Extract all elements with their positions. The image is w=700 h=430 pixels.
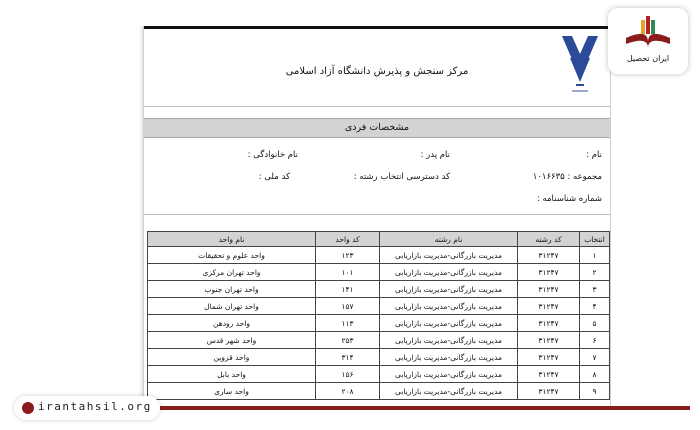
header-unit-code: کد واحد bbox=[316, 232, 380, 247]
row-major-code: ۳۱۲۴۷ bbox=[518, 315, 580, 332]
row-major-name: مدیریت بازرگانی-مدیریت بازاریابی bbox=[380, 366, 518, 383]
row-major-name: مدیریت بازرگانی-مدیریت بازاریابی bbox=[380, 298, 518, 315]
table-row bbox=[148, 298, 610, 315]
row-unit-code: ۲۰۸ bbox=[316, 383, 380, 400]
row-major-code: ۳۱۲۴۷ bbox=[518, 332, 580, 349]
row-major-code: ۳۱۲۴۷ bbox=[518, 247, 580, 264]
row-unit-name: واحد علوم و تحقیقات bbox=[148, 247, 316, 264]
first-name-label: نام : bbox=[586, 150, 602, 160]
row-unit-code: ۱۵۷ bbox=[316, 298, 380, 315]
site-url-badge[interactable] bbox=[14, 396, 160, 420]
header-unit-name: نام واحد bbox=[148, 232, 316, 247]
row-major-name: مدیریت بازرگانی-مدیریت بازاریابی bbox=[380, 349, 518, 366]
birth-certificate-label: شماره شناسنامه : bbox=[536, 194, 602, 204]
section-personal-info: مشخصات فردی bbox=[144, 118, 610, 138]
table-row bbox=[148, 383, 610, 400]
header-major-code: کد رشته bbox=[518, 232, 580, 247]
row-unit-code: ۲۵۳ bbox=[316, 332, 380, 349]
header-divider bbox=[144, 106, 610, 107]
row-unit-code: ۱۵۶ bbox=[316, 366, 380, 383]
row-major-name: مدیریت بازرگانی-مدیریت بازاریابی bbox=[380, 247, 518, 264]
book-logo-icon bbox=[608, 8, 688, 54]
table-row bbox=[148, 332, 610, 349]
report-page bbox=[143, 26, 611, 408]
row-major-code: ۳۱۲۴۷ bbox=[518, 264, 580, 281]
table-row bbox=[148, 366, 610, 383]
row-selection: ۴ bbox=[580, 298, 610, 315]
row-unit-code: ۱۱۳ bbox=[316, 315, 380, 332]
row-unit-name: واحد تهران جنوب bbox=[148, 281, 316, 298]
row-unit-name: واحد تهران شمال bbox=[148, 298, 316, 315]
row-major-code: ۳۱۲۴۷ bbox=[518, 349, 580, 366]
row-major-code: ۳۱۲۴۷ bbox=[518, 383, 580, 400]
row-unit-code: ۳۱۴ bbox=[316, 349, 380, 366]
row-selection: ۵ bbox=[580, 315, 610, 332]
last-name-label: نام خانوادگی : bbox=[247, 150, 298, 160]
brand-name: ایران تحصیل bbox=[626, 54, 670, 63]
header-selection: انتخاب bbox=[580, 232, 610, 247]
row-major-name: مدیریت بازرگانی-مدیریت بازاریابی bbox=[380, 281, 518, 298]
row-selection: ۶ bbox=[580, 332, 610, 349]
info-divider bbox=[144, 214, 610, 215]
row-selection: ۳ bbox=[580, 281, 610, 298]
row-unit-name: واحد شهر قدس bbox=[148, 332, 316, 349]
row-unit-code: ۱۰۱ bbox=[316, 264, 380, 281]
row-unit-name: واحد ساری bbox=[148, 383, 316, 400]
choices-table bbox=[147, 231, 610, 400]
row-unit-name: واحد تهران مرکزی bbox=[148, 264, 316, 281]
row-major-name: مدیریت بازرگانی-مدیریت بازاریابی bbox=[380, 315, 518, 332]
row-major-name: مدیریت بازرگانی-مدیریت بازاریابی bbox=[380, 332, 518, 349]
row-major-code: ۳۱۲۴۷ bbox=[518, 298, 580, 315]
row-selection: ۲ bbox=[580, 264, 610, 281]
row-unit-name: واحد قزوین bbox=[148, 349, 316, 366]
row-unit-code: ۱۴۱ bbox=[316, 281, 380, 298]
row-unit-name: واحد بابل bbox=[148, 366, 316, 383]
row-selection: ۱ bbox=[580, 247, 610, 264]
total-score-label: مجموعه : ۱۰۱۶۶۳۵ bbox=[532, 172, 602, 182]
table-row bbox=[148, 247, 610, 264]
row-selection: ۸ bbox=[580, 366, 610, 383]
row-major-name: مدیریت بازرگانی-مدیریت بازاریابی bbox=[380, 383, 518, 400]
table-row bbox=[148, 315, 610, 332]
row-selection: ۷ bbox=[580, 349, 610, 366]
table-row bbox=[148, 281, 610, 298]
header-major-name: نام رشته bbox=[380, 232, 518, 247]
site-url: irantahsil.org bbox=[38, 400, 152, 413]
national-id-label: کد ملی : bbox=[258, 172, 290, 182]
row-unit-code: ۱۲۳ bbox=[316, 247, 380, 264]
brand-logo bbox=[608, 8, 688, 74]
row-unit-name: واحد رودهن bbox=[148, 315, 316, 332]
row-major-name: مدیریت بازرگانی-مدیریت بازاریابی bbox=[380, 264, 518, 281]
page-top-border bbox=[144, 26, 610, 29]
father-name-label: نام پدر : bbox=[420, 150, 450, 160]
globe-icon bbox=[22, 402, 34, 414]
access-code-label: کد دسترسی انتخاب رشته : bbox=[353, 172, 450, 182]
page-title: مرکز سنجش و پذیرش دانشگاه آزاد اسلامی bbox=[285, 66, 469, 77]
table-header-row bbox=[148, 232, 610, 247]
table-row bbox=[148, 264, 610, 281]
footer-accent-line bbox=[160, 406, 690, 410]
row-selection: ۹ bbox=[580, 383, 610, 400]
row-major-code: ۳۱۲۴۷ bbox=[518, 281, 580, 298]
table-row bbox=[148, 349, 610, 366]
row-major-code: ۳۱۲۴۷ bbox=[518, 366, 580, 383]
